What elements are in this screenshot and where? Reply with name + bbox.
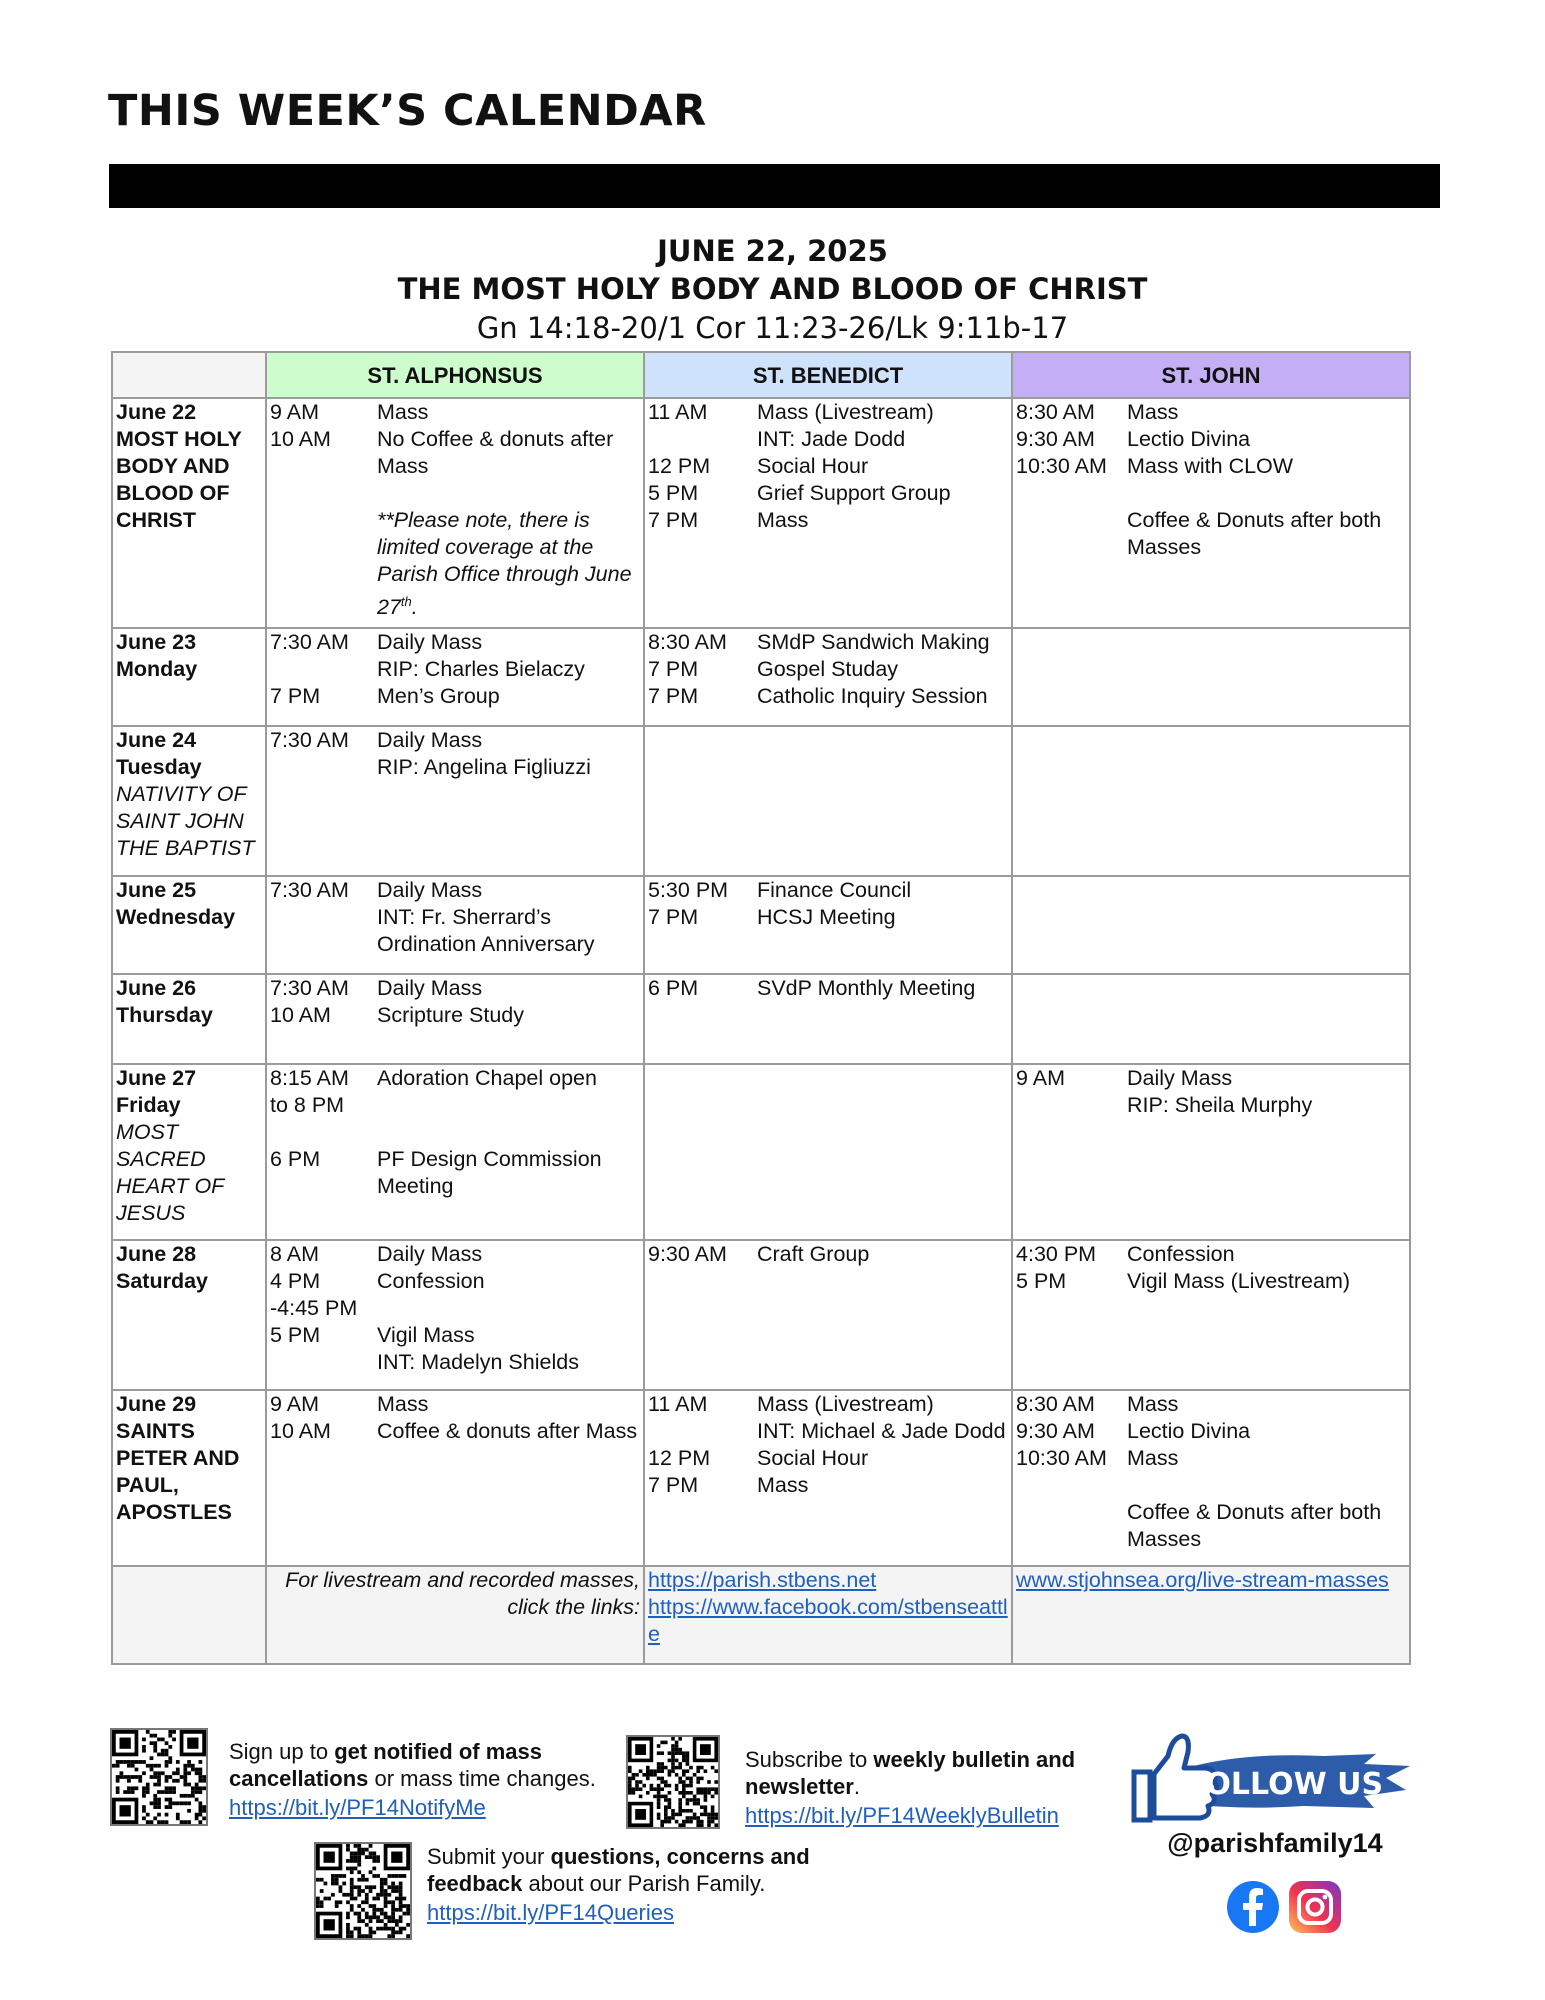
alphonsus-times: 7:30 AM	[266, 726, 374, 876]
benedict-events: Mass (Livestream) INT: Jade Dodd Social Hour Grief Support Group Mass	[754, 398, 1012, 628]
feast-title: THE MOST HOLY BODY AND BLOOD OF CHRIST	[397, 272, 1148, 306]
day-cell	[112, 974, 266, 1064]
john-events	[1124, 628, 1410, 726]
benedict-livestream-links	[644, 1566, 1012, 1664]
facebook-icon[interactable]	[1226, 1880, 1280, 1934]
notify-text-bold: get notified of mass cancellations	[229, 1739, 542, 1791]
queries-qr-code-icon	[314, 1842, 412, 1940]
queries-link[interactable]: https://bit.ly/PF14Queries	[427, 1900, 674, 1925]
benedict-times: 11 AM 12 PM 5 PM 7 PM	[644, 398, 754, 628]
day-cell	[112, 398, 266, 628]
alphonsus-event-text: Mass No Coffee & donuts after Mass	[377, 400, 614, 478]
stbens-facebook-link[interactable]: https://www.facebook.com/stbenseattle	[648, 1595, 1008, 1646]
social-handle: @parishfamily14	[1167, 1828, 1383, 1858]
benedict-events: SMdP Sandwich Making Gospel Studay Catholic Inquiry Session	[754, 628, 1012, 726]
day-label: June 23 Monday	[116, 630, 198, 681]
alphonsus-event-text: Adoration Chapel open PF Design Commission Meeting	[377, 1066, 602, 1198]
bulletin-message	[745, 1746, 1105, 1829]
day-label: June 28 Saturday	[116, 1242, 209, 1293]
column-header-benedict: ST. BENEDICT	[644, 352, 1012, 398]
notify-message	[229, 1738, 609, 1821]
queries-text-bold: questions, concerns and feedback	[427, 1844, 810, 1896]
instagram-icon[interactable]	[1288, 1880, 1342, 1934]
benedict-events	[754, 1064, 1012, 1240]
feast-label: NATIVITY OF SAINT JOHN THE BAPTIST	[116, 782, 255, 860]
alphonsus-event-text: Daily Mass RIP: Charles Bielaczy Men’s Group	[377, 630, 585, 708]
john-times: 8:30 AM 9:30 AM 10:30 AM	[1012, 1390, 1124, 1566]
benedict-events	[754, 726, 1012, 876]
alphonsus-times: 8 AM 4 PM -4:45 PM 5 PM	[266, 1240, 374, 1390]
note-superscript: th	[400, 594, 412, 609]
alphonsus-events	[374, 1390, 644, 1566]
john-events: Confession Vigil Mass (Livestream)	[1124, 1240, 1410, 1390]
follow-us-label: FOLLOW US	[1184, 1767, 1384, 1802]
john-livestream-links	[1012, 1566, 1410, 1664]
calendar-row	[112, 628, 1410, 726]
john-times	[1012, 876, 1124, 974]
follow-us-banner[interactable]	[1124, 1730, 1414, 1830]
bulletin-text-post: .	[853, 1774, 860, 1799]
calendar-row	[112, 876, 1410, 974]
notify-text-post: or mass time changes.	[368, 1766, 596, 1791]
livestream-note: For livestream and recorded masses, click the links:	[266, 1566, 644, 1664]
benedict-times	[644, 726, 754, 876]
calendar-row	[112, 1240, 1410, 1390]
alphonsus-event-text: Daily Mass Scripture Study	[377, 976, 524, 1027]
sunday-date: JUNE 22, 2025	[657, 234, 888, 268]
john-events: Mass Lectio Divina Mass Coffee & Donuts after both Masses	[1124, 1390, 1410, 1566]
benedict-events: SVdP Monthly Meeting	[754, 974, 1012, 1064]
day-cell	[112, 1240, 266, 1390]
alphonsus-event-text: Daily Mass Confession Vigil Mass INT: Madelyn Shields	[377, 1242, 579, 1374]
john-times: 4:30 PM 5 PM	[1012, 1240, 1124, 1390]
calendar-table	[111, 351, 1411, 1665]
livestream-row	[112, 1566, 1410, 1664]
alphonsus-events	[374, 1064, 644, 1240]
alphonsus-times: 8:15 AM to 8 PM 6 PM	[266, 1064, 374, 1240]
benedict-times: 11 AM 12 PM 7 PM	[644, 1390, 754, 1566]
day-label: June 27 Friday	[116, 1066, 197, 1117]
day-cell	[112, 628, 266, 726]
john-events: Mass Lectio Divina Mass with CLOW Coffee & Donuts after both Masses	[1124, 398, 1410, 628]
alphonsus-event-text: Daily Mass RIP: Angelina Figliuzzi	[377, 728, 591, 779]
column-header-john: ST. JOHN	[1012, 352, 1410, 398]
day-cell	[112, 1064, 266, 1240]
alphonsus-times: 9 AM 10 AM	[266, 398, 374, 628]
benedict-times: 9:30 AM	[644, 1240, 754, 1390]
day-label: June 29 SAINTS PETER AND PAUL, APOSTLES	[116, 1392, 240, 1524]
benedict-times	[644, 1064, 754, 1240]
alphonsus-events	[374, 398, 644, 628]
readings: Gn 14:18-20/1 Cor 11:23-26/Lk 9:11b-17	[476, 311, 1069, 345]
header-blank-cell	[112, 352, 266, 398]
stjohn-livestream-link[interactable]: www.stjohnsea.org/live-stream-masses	[1016, 1568, 1389, 1592]
alphonsus-times: 7:30 AM	[266, 876, 374, 974]
alphonsus-events	[374, 1240, 644, 1390]
john-events	[1124, 876, 1410, 974]
parish-office-note: **Please note, there is limited coverage at the Parish Office through June 27th.	[377, 508, 632, 620]
day-label: June 22 MOST HOLY BODY AND BLOOD OF CHRIST	[116, 400, 242, 532]
calendar-row	[112, 974, 1410, 1064]
day-label: June 25 Wednesday	[116, 878, 236, 929]
header-bar	[109, 164, 1440, 208]
queries-text-post: about our Parish Family.	[522, 1871, 766, 1896]
john-times	[1012, 726, 1124, 876]
alphonsus-times: 7:30 AM 7 PM	[266, 628, 374, 726]
john-times	[1012, 974, 1124, 1064]
john-events	[1124, 726, 1410, 876]
calendar-row	[112, 726, 1410, 876]
benedict-events: Craft Group	[754, 1240, 1012, 1390]
queries-text-pre: Submit your	[427, 1844, 551, 1869]
benedict-events: Mass (Livestream) INT: Michael & Jade Dodd Social Hour Mass	[754, 1390, 1012, 1566]
alphonsus-times: 7:30 AM 10 AM	[266, 974, 374, 1064]
alphonsus-times: 9 AM 10 AM	[266, 1390, 374, 1566]
john-events: Daily Mass RIP: Sheila Murphy	[1124, 1064, 1410, 1240]
day-label: June 24 Tuesday	[116, 728, 202, 779]
john-events	[1124, 974, 1410, 1064]
day-cell	[112, 876, 266, 974]
day-cell	[112, 1390, 266, 1566]
alphonsus-events	[374, 876, 644, 974]
john-times: 8:30 AM 9:30 AM 10:30 AM	[1012, 398, 1124, 628]
notify-text-pre: Sign up to	[229, 1739, 335, 1764]
calendar-row	[112, 398, 1410, 628]
queries-message	[427, 1843, 847, 1926]
page-heading: THIS WEEK’S CALENDAR	[108, 86, 707, 136]
notify-qr-code-icon	[110, 1728, 208, 1826]
calendar-row	[112, 1390, 1410, 1566]
livestream-blank-cell	[112, 1566, 266, 1664]
note-text: **Please note, there is limited coverage at the Parish Office through June 27	[377, 508, 632, 620]
alphonsus-events	[374, 726, 644, 876]
notify-link[interactable]: https://bit.ly/PF14NotifyMe	[229, 1795, 486, 1820]
john-times: 9 AM	[1012, 1064, 1124, 1240]
alphonsus-events	[374, 974, 644, 1064]
bulletin-text-bold: weekly bulletin and newsletter	[745, 1747, 1076, 1799]
stbens-parish-link[interactable]: https://parish.stbens.net	[648, 1568, 877, 1592]
alphonsus-event-text: Mass Coffee & donuts after Mass	[377, 1392, 638, 1443]
day-label: June 26 Thursday	[116, 976, 213, 1027]
benedict-events: Finance Council HCSJ Meeting	[754, 876, 1012, 974]
benedict-times: 5:30 PM 7 PM	[644, 876, 754, 974]
benedict-times: 6 PM	[644, 974, 754, 1064]
bulletin-text-pre: Subscribe to	[745, 1747, 874, 1772]
feast-label: MOST SACRED HEART OF JESUS	[116, 1120, 224, 1225]
alphonsus-event-text: Daily Mass INT: Fr. Sherrard’s Ordination Anniversary	[377, 878, 595, 956]
alphonsus-events	[374, 628, 644, 726]
benedict-times: 8:30 AM 7 PM 7 PM	[644, 628, 754, 726]
calendar-row	[112, 1064, 1410, 1240]
title-block	[0, 232, 1545, 348]
column-header-alphonsus: ST. ALPHONSUS	[266, 352, 644, 398]
day-cell	[112, 726, 266, 876]
john-times	[1012, 628, 1124, 726]
bulletin-link[interactable]: https://bit.ly/PF14WeeklyBulletin	[745, 1803, 1059, 1828]
bulletin-qr-code-icon	[626, 1735, 720, 1829]
